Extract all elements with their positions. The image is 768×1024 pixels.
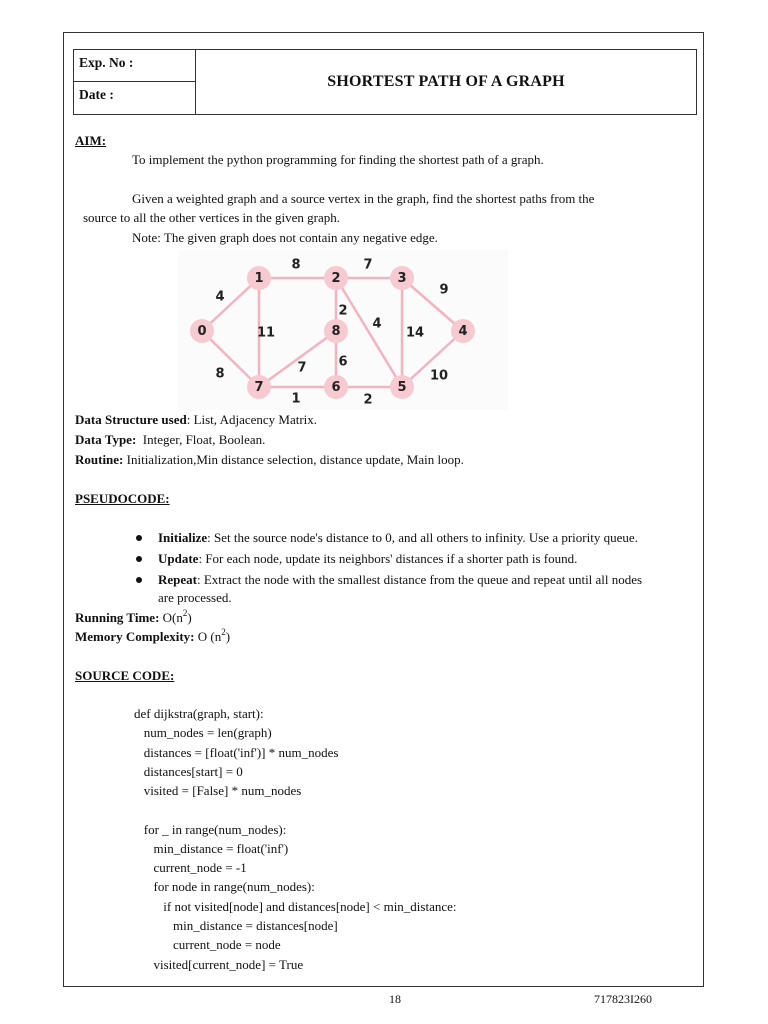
edge-weight-label: 2 <box>338 303 348 319</box>
pseudocode-item <box>158 572 642 588</box>
code-line: current_node = -1 <box>134 860 247 875</box>
pseudocode-text: : Set the source node's distance to 0, and all others to infinity. Use a priority queue. <box>207 530 638 545</box>
graph-node-label: 1 <box>254 271 264 286</box>
edge-weight-label: 2 <box>363 392 373 408</box>
running-time-label: Running Time: <box>75 610 160 625</box>
pseudocode-item-continuation: are processed. <box>158 590 232 605</box>
running-time-exponent: 2 <box>182 607 188 618</box>
edge-weight-label: 8 <box>291 257 301 273</box>
aim-note: Note: The given graph does not contain any negative edge. <box>132 230 438 245</box>
data-structure-value: : List, Adjacency Matrix. <box>186 412 318 427</box>
edge-weight-label: 9 <box>439 282 449 298</box>
graph-node-label: 4 <box>458 324 468 339</box>
edge-weight-label: 4 <box>215 289 225 305</box>
code-line: min_distance = float('inf') <box>134 841 289 856</box>
memory-complexity-exponent: 2 <box>221 626 226 637</box>
memory-complexity-label: Memory Complexity: <box>75 629 195 644</box>
source-code-heading: SOURCE CODE: <box>75 668 175 683</box>
pseudocode-item <box>158 551 577 567</box>
edge-weight-label: 6 <box>338 354 348 370</box>
data-structure-line <box>75 412 317 428</box>
aim-paragraph-line2: source to all the other vertices in the given graph. <box>83 210 341 225</box>
running-time-close: ) <box>187 610 192 625</box>
pseudocode-heading: PSEUDOCODE: <box>75 491 170 506</box>
pseudocode-term: Update <box>158 551 199 566</box>
code-line: if not visited[node] and distances[node] < min_distance: <box>134 899 457 914</box>
page-number: 18 <box>389 992 401 1006</box>
edge-weight-label: 7 <box>297 360 307 376</box>
pseudocode-term: Repeat <box>158 572 197 587</box>
graph-diagram <box>178 250 508 410</box>
memory-complexity-line <box>75 626 231 645</box>
code-line: num_nodes = len(graph) <box>134 725 272 740</box>
date-label: Date : <box>79 87 114 102</box>
pseudocode-text: : Extract the node with the smallest distance from the queue and repeat until all nodes <box>197 572 643 587</box>
exp-no-cell <box>74 50 196 82</box>
running-time-line <box>75 607 192 626</box>
bullet-icon <box>136 535 142 541</box>
memory-complexity-value: O (n <box>194 629 222 644</box>
code-line: def dijkstra(graph, start): <box>134 706 264 721</box>
code-line: min_distance = distances[node] <box>134 918 338 933</box>
graph-node-label: 6 <box>331 380 341 395</box>
aim-heading: AIM: <box>75 133 107 148</box>
edge-weight-label: 14 <box>405 325 425 341</box>
routine-value: Initialization,Min distance selection, distance update, Main loop. <box>123 452 464 467</box>
routine-line <box>75 452 464 468</box>
header-table <box>73 49 697 115</box>
edge-weight-label: 4 <box>372 316 382 332</box>
data-structure-label: Data Structure used <box>75 412 187 427</box>
pseudocode-item <box>158 530 638 546</box>
bullet-icon <box>136 577 142 583</box>
page-title: SHORTEST PATH OF A GRAPH <box>327 73 565 90</box>
code-line: visited = [False] * num_nodes <box>134 783 302 798</box>
code-line: visited[current_node] = True <box>134 957 304 972</box>
date-cell <box>74 82 196 114</box>
edge-weight-label: 7 <box>363 257 373 273</box>
edge-weight-label: 1 <box>291 391 301 407</box>
roll-number: 717823I260 <box>594 992 652 1006</box>
aim-paragraph-line1: Given a weighted graph and a source vertex in the graph, find the shortest paths from the <box>132 191 595 206</box>
code-line: for node in range(num_nodes): <box>134 879 315 894</box>
graph-node-label: 3 <box>397 271 407 286</box>
data-type-label: Data Type: <box>75 432 137 447</box>
code-line: distances = [float('inf')] * num_nodes <box>134 745 339 760</box>
exp-no-label: Exp. No : <box>79 55 134 70</box>
memory-complexity-close: ) <box>225 629 231 644</box>
graph-node-label: 2 <box>331 271 341 286</box>
code-line: for _ in range(num_nodes): <box>134 822 287 837</box>
data-type-value: Integer, Float, Boolean. <box>136 432 266 447</box>
edge-weight-label: 8 <box>215 366 225 382</box>
data-type-line <box>75 432 265 448</box>
bullet-icon <box>136 556 142 562</box>
code-line: distances[start] = 0 <box>134 764 243 779</box>
code-line: current_node = node <box>134 937 281 952</box>
graph-node-label: 0 <box>197 324 207 339</box>
edge-weight-label: 10 <box>429 368 449 384</box>
graph-node-label: 8 <box>331 324 341 339</box>
pseudocode-term: Initialize <box>158 530 208 545</box>
graph-node-label: 7 <box>254 380 264 395</box>
graph-node-label: 5 <box>397 380 407 395</box>
aim-line: To implement the python programming for finding the shortest path of a graph. <box>132 152 544 167</box>
routine-label: Routine: <box>75 452 124 467</box>
pseudocode-text: : For each node, update its neighbors' distances if a shorter path is found. <box>198 551 578 566</box>
edge-weight-label: 11 <box>256 325 276 341</box>
running-time-value: O(n <box>159 610 183 625</box>
